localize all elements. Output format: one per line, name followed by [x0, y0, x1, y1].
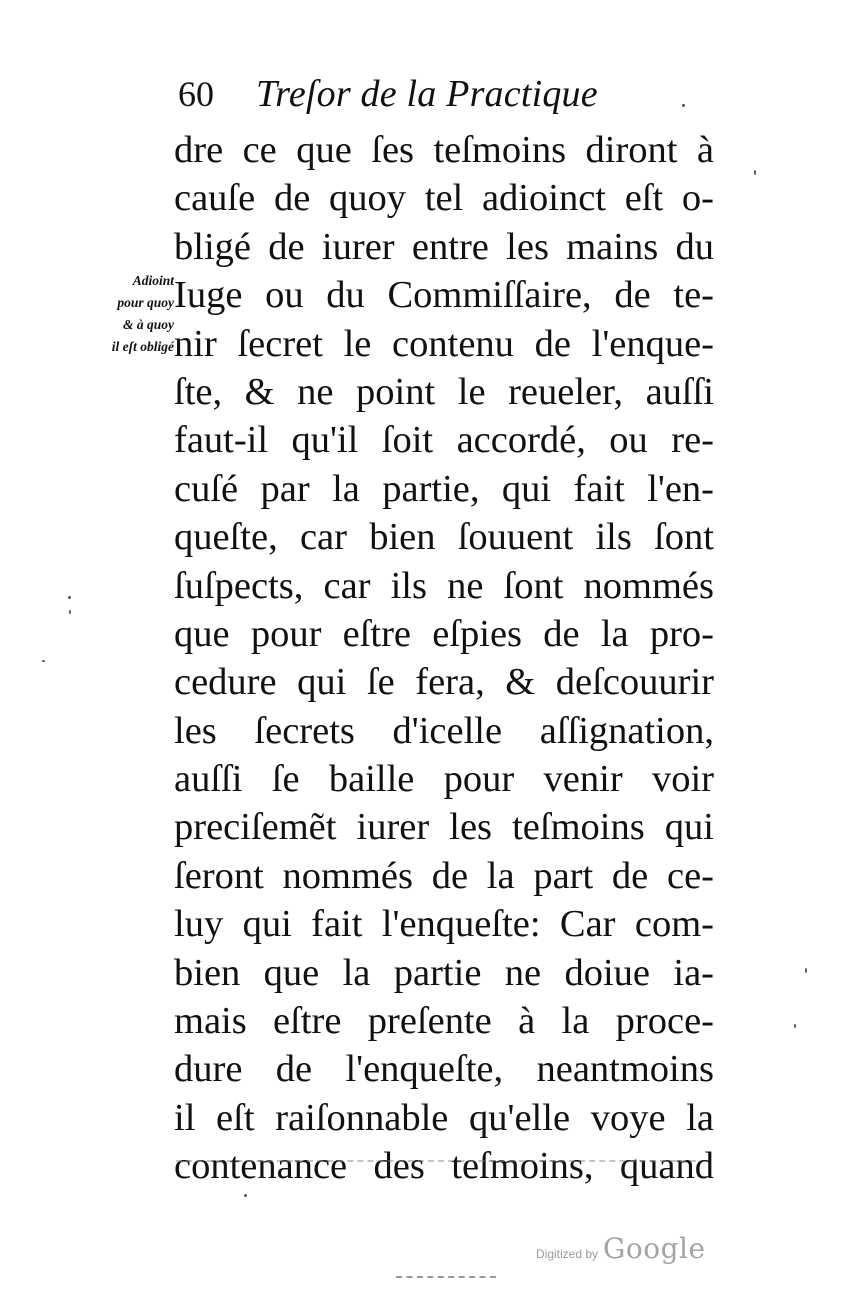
page-header [178, 72, 638, 122]
ink-speck [42, 660, 45, 662]
foot-smudge [396, 1276, 496, 1280]
text-line: cuſé par la partie, qui fait l'en- [174, 467, 714, 510]
text-line: faut-il qu'il ſoit accordé, ou re- [174, 419, 714, 462]
text-line: Iuge ou du Commiſſaire, de te- [174, 274, 714, 317]
text-line: bligé de iurer entre les mains du [174, 225, 714, 268]
ink-speck [805, 968, 807, 973]
google-logo: Google [603, 1232, 706, 1265]
text-line: preciſemẽt iurer les teſmoins qui [174, 806, 714, 849]
ink-speck [69, 610, 71, 614]
running-title: Treſor de la Practique [256, 73, 598, 115]
text-line: ſeront nommés de la part de ce- [174, 854, 714, 897]
margin-note-line: pour quoy [117, 295, 174, 310]
ink-speck [754, 170, 756, 175]
margin-note-line: & à quoy [122, 317, 174, 332]
margin-note [40, 270, 174, 358]
text-line: luy qui fait l'enqueſte: Car com- [174, 903, 714, 946]
margin-note-line: Adioint [132, 273, 174, 288]
text-line: bien que la partie ne doiue ia- [174, 951, 714, 994]
digitization-watermark [536, 1232, 706, 1265]
text-line: que pour eſtre eſpies de la pro- [174, 612, 714, 655]
ink-speck [682, 104, 685, 107]
page-number: 60 [178, 74, 214, 114]
text-line: dre ce que ſes teſmoins diront à [174, 129, 714, 171]
ink-speck [68, 596, 71, 599]
text-line: mais eſtre preſente à la proce- [174, 1000, 714, 1043]
body-text [174, 126, 714, 1191]
watermark-prefix: Digitized by [536, 1247, 599, 1261]
text-line: ſte, & ne point le reueler, auſſi [174, 370, 714, 413]
text-line: ſuſpects, car ils ne ſont nommés [174, 564, 714, 607]
text-line: nir ſecret le contenu de l'enque- [174, 322, 714, 365]
text-line: queſte, car bien ſouuent ils ſont [174, 516, 714, 559]
ink-speck [794, 1024, 796, 1028]
margin-note-line: il eſt obligé [111, 339, 174, 354]
text-line: cauſe de quoy tel adioinct eſt o- [174, 177, 714, 220]
text-line: il eſt raiſonnable qu'elle voye la [174, 1096, 714, 1139]
text-line: dure de l'enqueſte, neantmoins [174, 1048, 714, 1091]
text-line: contenance des teſmoins, quand [174, 1145, 714, 1188]
ink-speck [244, 1194, 247, 1197]
print-bleed-rule [176, 1160, 696, 1164]
text-line: auſſi ſe baille pour venir voir [174, 758, 714, 801]
text-line: cedure qui ſe fera, & deſcouurir [174, 661, 714, 704]
text-line: les ſecrets d'icelle aſſignation, [174, 709, 714, 752]
